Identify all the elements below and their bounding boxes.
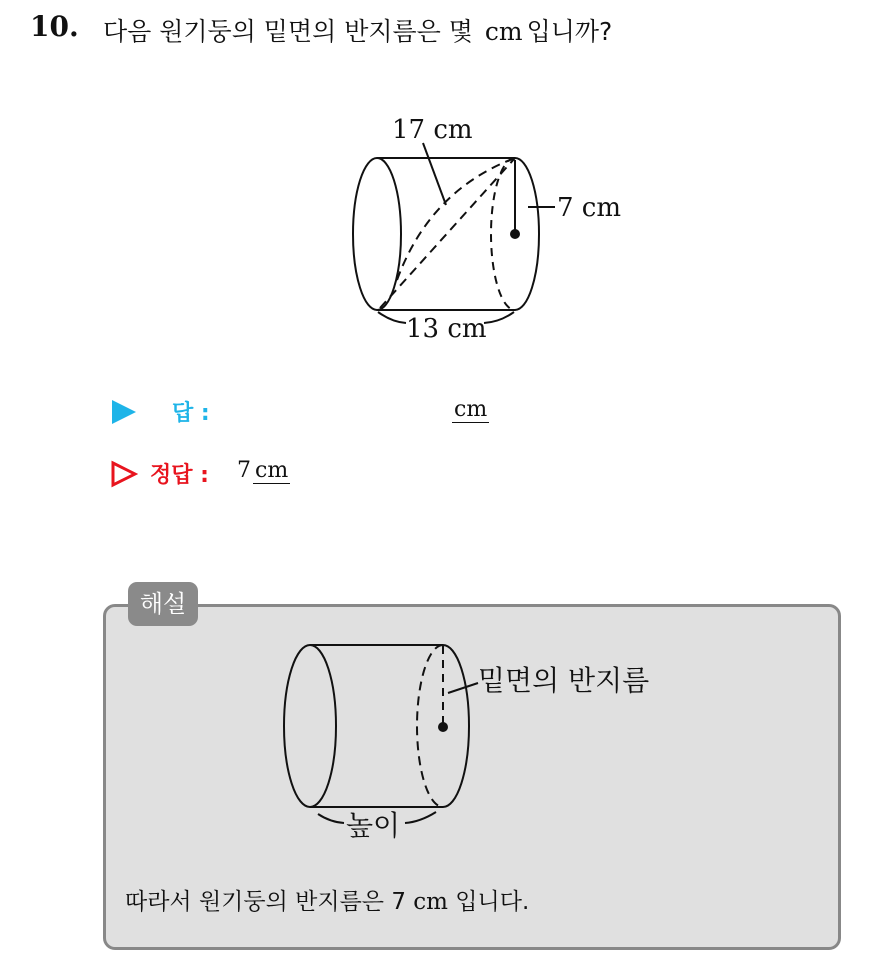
exp-left-ellipse (284, 645, 336, 807)
explanation-unit: cm (413, 889, 448, 915)
exp-center-dot (438, 722, 448, 732)
label-height: 13 cm (406, 314, 487, 344)
exp-brace-right (405, 812, 436, 823)
question-text-after: 입니까? (526, 17, 613, 46)
explanation-tag: 해설 (128, 582, 198, 626)
answer-label: 답 : (172, 401, 210, 426)
label-diagonal: 17 cm (392, 115, 473, 145)
solution-label: 정답 : (150, 463, 209, 488)
question-number: 10. (30, 10, 79, 43)
explanation-text-before: 따라서 원기둥의 반지름은 7 (125, 889, 406, 915)
exp-brace-left (318, 814, 344, 823)
explanation-text (125, 883, 529, 916)
explanation-text-after: 입니다. (455, 889, 530, 915)
exp-pointer-radius (448, 683, 478, 693)
exp-label-height: 높이 (346, 809, 401, 842)
exp-label-radius: 밑면의 반지름 (478, 664, 650, 697)
question-text-before: 다음 원기둥의 밑면의 반지름은 몇 (103, 17, 473, 46)
label-radius: 7 cm (557, 193, 622, 223)
question-unit: cm (484, 17, 523, 46)
solution-number: 7 (237, 458, 251, 483)
solution-unit: cm (255, 458, 289, 483)
answer-blank-unit[interactable]: cm (454, 397, 488, 422)
